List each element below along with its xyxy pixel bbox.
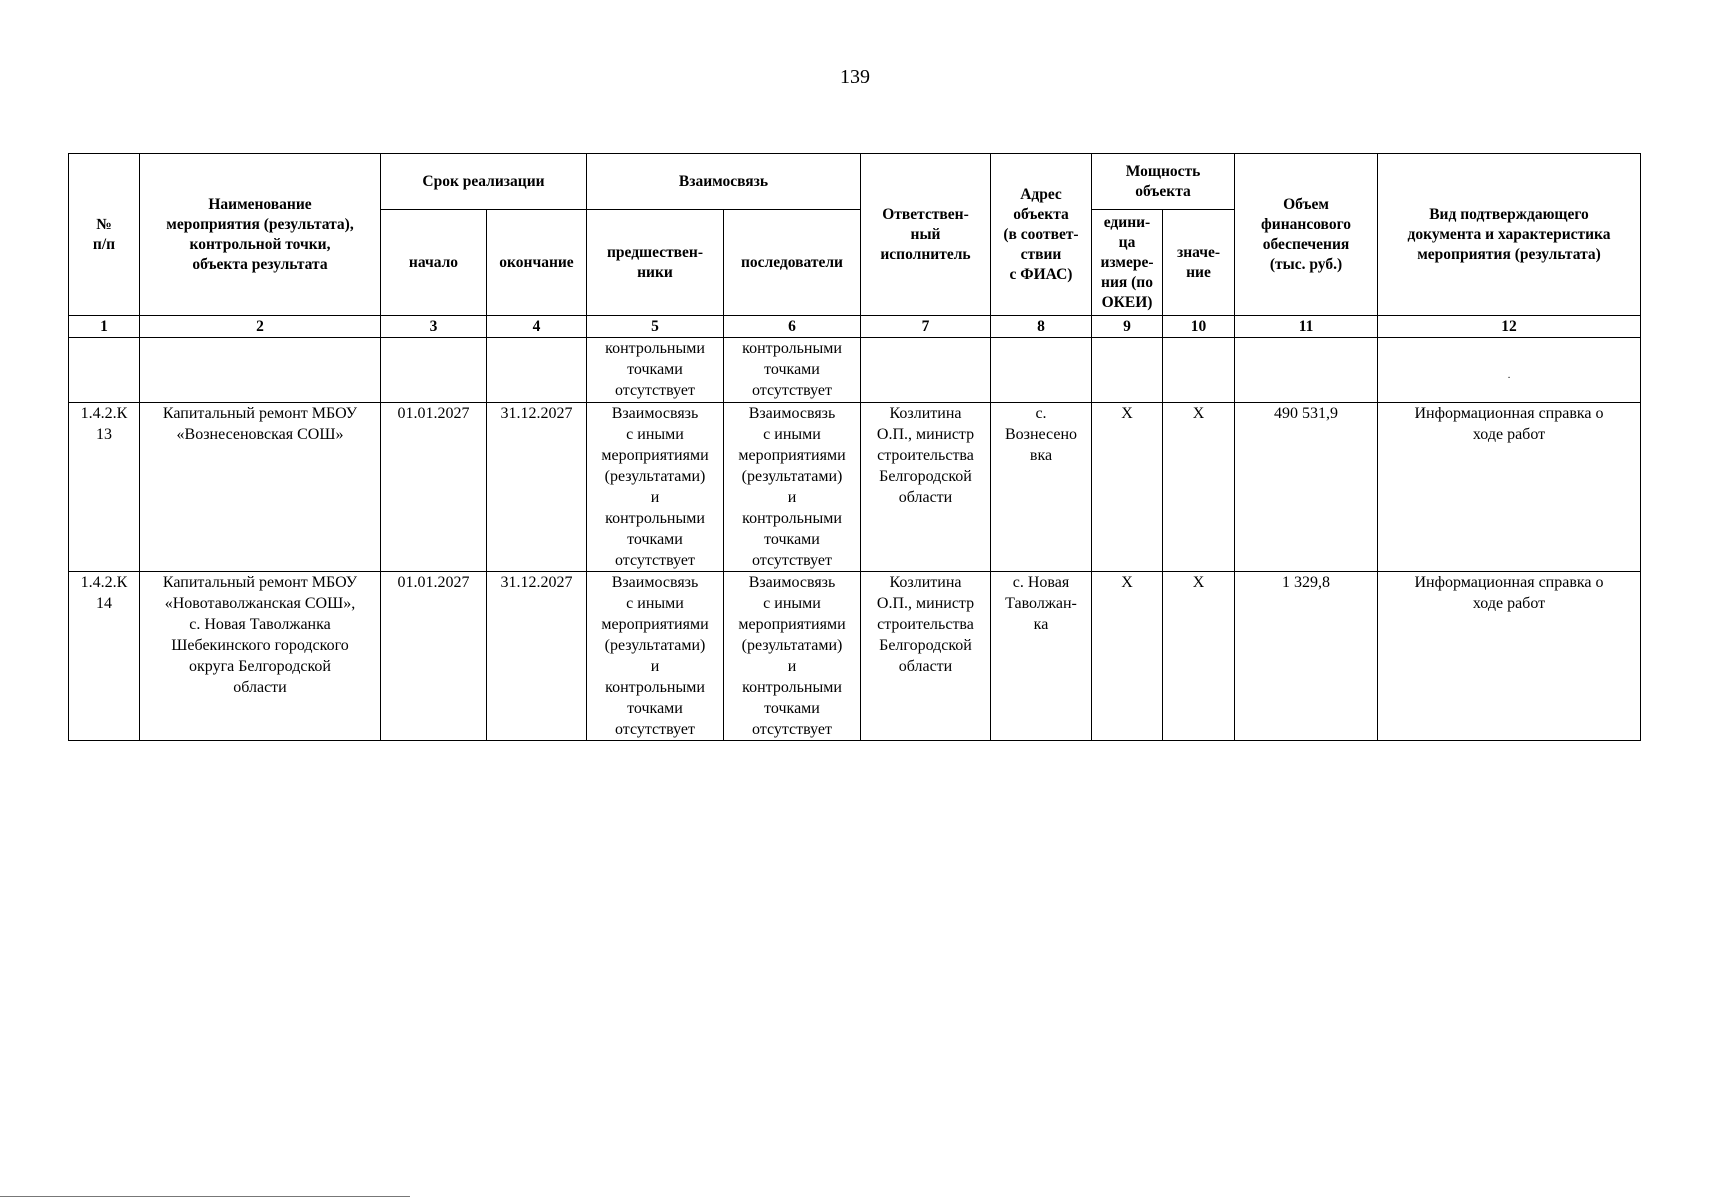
cell-address: с. Вознесено вка xyxy=(991,403,1092,572)
cell-responsible xyxy=(861,338,991,403)
column-number: 11 xyxy=(1235,316,1378,338)
header-end: окончание xyxy=(487,210,587,316)
cell-end: 31.12.2027 xyxy=(487,572,587,741)
cell-value: X xyxy=(1163,403,1235,572)
cell-name: Капитальный ремонт МБОУ «Новотаволжанская СОШ», с. Новая Таволжанка Шебекинского городского округа Белгородской области xyxy=(140,572,381,741)
cell-start: 01.01.2027 xyxy=(381,403,487,572)
cell-value: X xyxy=(1163,572,1235,741)
stray-mark: · xyxy=(1507,373,1511,384)
column-number: 2 xyxy=(140,316,381,338)
table-row xyxy=(69,403,1641,572)
header-successors: последователи xyxy=(724,210,861,316)
cell-finance xyxy=(1235,338,1378,403)
cell-unit: X xyxy=(1092,572,1163,741)
column-number-row xyxy=(69,316,1641,338)
cell-end: 31.12.2027 xyxy=(487,403,587,572)
header-period: Срок реализации xyxy=(381,154,587,210)
cell-address xyxy=(991,338,1092,403)
cell-predecessors: Взаимосвязь с иными мероприятиями (результатами) и контрольными точками отсутствует xyxy=(587,572,724,741)
cell-start: 01.01.2027 xyxy=(381,572,487,741)
column-number: 4 xyxy=(487,316,587,338)
column-number: 9 xyxy=(1092,316,1163,338)
column-number: 3 xyxy=(381,316,487,338)
column-number: 12 xyxy=(1378,316,1641,338)
cell-end xyxy=(487,338,587,403)
cell-unit: X xyxy=(1092,403,1163,572)
column-number: 5 xyxy=(587,316,724,338)
table-row xyxy=(69,572,1641,741)
cell-successors: Взаимосвязь с иными мероприятиями (результатами) и контрольными точками отсутствует xyxy=(724,403,861,572)
header-responsible: Ответствен- ный исполнитель xyxy=(861,154,991,316)
cell-num xyxy=(69,338,140,403)
cell-document: Информационная справка о ходе работ xyxy=(1378,572,1641,741)
cell-value xyxy=(1163,338,1235,403)
cell-document xyxy=(1378,338,1641,403)
header-finance: Объем финансового обеспечения (тыс. руб.) xyxy=(1235,154,1378,316)
header-value: значе- ние xyxy=(1163,210,1235,316)
cell-successors: Взаимосвязь с иными мероприятиями (результатами) и контрольными точками отсутствует xyxy=(724,572,861,741)
header-capacity: Мощность объекта xyxy=(1092,154,1235,210)
column-number: 7 xyxy=(861,316,991,338)
cell-unit xyxy=(1092,338,1163,403)
cell-document: Информационная справка о ходе работ xyxy=(1378,403,1641,572)
column-number: 6 xyxy=(724,316,861,338)
cell-successors: контрольными точками отсутствует xyxy=(724,338,861,403)
cell-predecessors: Взаимосвязь с иными мероприятиями (результатами) и контрольными точками отсутствует xyxy=(587,403,724,572)
plan-table xyxy=(68,153,1641,741)
page-number: 139 xyxy=(840,66,870,88)
column-number: 8 xyxy=(991,316,1092,338)
cell-responsible: Козлитина О.П., министр строительства Белгородской области xyxy=(861,403,991,572)
header-num: № п/п xyxy=(69,154,140,316)
header-name: Наименование мероприятия (результата), контрольной точки, объекта результата xyxy=(140,154,381,316)
cell-responsible: Козлитина О.П., министр строительства Белгородской области xyxy=(861,572,991,741)
cell-finance: 490 531,9 xyxy=(1235,403,1378,572)
scan-edge-line xyxy=(0,1196,410,1197)
header-document: Вид подтверждающего документа и характеристика мероприятия (результата) xyxy=(1378,154,1641,316)
table-row xyxy=(69,338,1641,403)
cell-address: с. Новая Таволжан- ка xyxy=(991,572,1092,741)
cell-start xyxy=(381,338,487,403)
cell-finance: 1 329,8 xyxy=(1235,572,1378,741)
cell-predecessors: контрольными точками отсутствует xyxy=(587,338,724,403)
header-start: начало xyxy=(381,210,487,316)
column-number: 10 xyxy=(1163,316,1235,338)
header-relation: Взаимосвязь xyxy=(587,154,861,210)
cell-num: 1.4.2.К 14 xyxy=(69,572,140,741)
cell-name: Капитальный ремонт МБОУ «Вознесеновская СОШ» xyxy=(140,403,381,572)
column-number: 1 xyxy=(69,316,140,338)
cell-num: 1.4.2.К 13 xyxy=(69,403,140,572)
header-address: Адрес объекта (в соответ- ствии с ФИАС) xyxy=(991,154,1092,316)
header-unit: едини- ца измере- ния (по ОКЕИ) xyxy=(1092,210,1163,316)
cell-name xyxy=(140,338,381,403)
header-predecessors: предшествен- ники xyxy=(587,210,724,316)
